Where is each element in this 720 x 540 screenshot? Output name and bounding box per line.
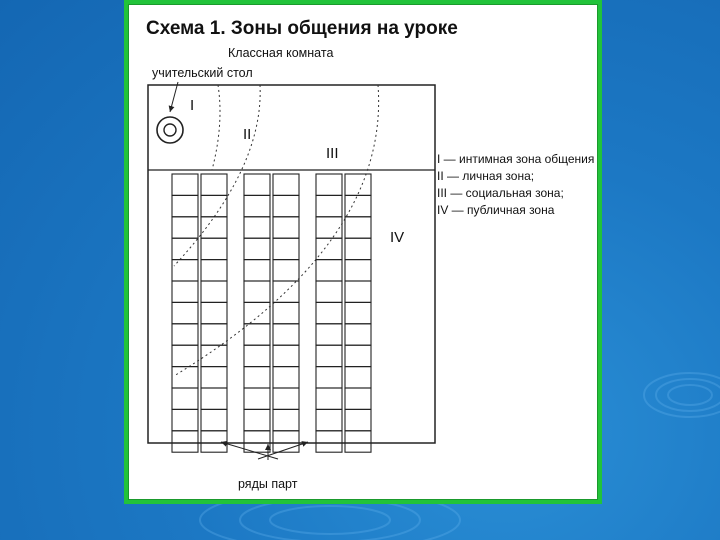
desk-cell xyxy=(273,217,299,238)
desk-cell xyxy=(345,324,371,345)
zone-legend xyxy=(437,152,594,217)
room-label: Классная комната xyxy=(228,46,334,60)
desk-rows-arrow-right xyxy=(258,442,308,459)
desk-cell xyxy=(273,409,299,430)
desk-cell xyxy=(273,367,299,388)
slide-card xyxy=(124,0,602,504)
desk-cell xyxy=(201,302,227,323)
desk-cell xyxy=(345,217,371,238)
communication-zones-diagram xyxy=(128,4,598,500)
desk-cell xyxy=(316,238,342,259)
classroom-outline xyxy=(148,85,435,443)
desk-cell xyxy=(172,238,198,259)
desk-cell xyxy=(244,388,270,409)
desk-cell xyxy=(172,195,198,216)
desk-cell xyxy=(201,431,227,452)
desk-cell xyxy=(345,388,371,409)
desk-cell xyxy=(273,174,299,195)
desk-cell xyxy=(172,324,198,345)
desk-cell xyxy=(345,367,371,388)
legend-item-ii: II — личная зона; xyxy=(437,169,535,183)
desk-cell xyxy=(244,367,270,388)
desk-rows-grid xyxy=(172,174,371,452)
desk-cell xyxy=(273,302,299,323)
desk-cell xyxy=(273,260,299,281)
legend-item-iv: IV — публичная зона xyxy=(437,203,555,217)
desk-cell xyxy=(172,217,198,238)
desk-cell xyxy=(316,345,342,366)
desk-cell xyxy=(316,195,342,216)
desk-cell xyxy=(201,409,227,430)
desk-cell xyxy=(273,238,299,259)
legend-item-iii: III — социальная зона; xyxy=(437,186,564,200)
desk-rows-label: ряды парт xyxy=(238,477,298,491)
desk-cell xyxy=(345,281,371,302)
zone-label-iii: III xyxy=(326,145,339,162)
diagram-title: Схема 1. Зоны общения на уроке xyxy=(146,18,458,39)
desk-cell xyxy=(201,174,227,195)
desk-cell xyxy=(244,174,270,195)
desk-cell xyxy=(244,324,270,345)
desk-cell xyxy=(273,281,299,302)
desk-cell xyxy=(345,431,371,452)
desk-cell xyxy=(244,281,270,302)
desk-cell xyxy=(201,281,227,302)
desk-cell xyxy=(201,238,227,259)
desk-cell xyxy=(316,174,342,195)
desk-cell xyxy=(316,281,342,302)
zone-label-ii: II xyxy=(243,126,252,143)
desk-cell xyxy=(273,388,299,409)
teacher-desk-arrow xyxy=(170,82,178,112)
zone-label-i: I xyxy=(190,97,195,114)
desk-cell xyxy=(201,260,227,281)
desk-cell xyxy=(172,281,198,302)
desk-cell xyxy=(316,367,342,388)
desk-cell xyxy=(244,238,270,259)
desk-cell xyxy=(273,195,299,216)
desk-cell xyxy=(244,409,270,430)
desk-cell xyxy=(201,324,227,345)
desk-cell xyxy=(201,195,227,216)
desk-cell xyxy=(345,174,371,195)
desk-cell xyxy=(316,302,342,323)
desk-cell xyxy=(172,388,198,409)
desk-cell xyxy=(345,409,371,430)
desk-cell xyxy=(316,431,342,452)
desk-cell xyxy=(244,217,270,238)
desk-cell xyxy=(345,302,371,323)
desk-cell xyxy=(244,195,270,216)
desk-cell xyxy=(172,431,198,452)
desk-cell xyxy=(201,217,227,238)
desk-cell xyxy=(172,409,198,430)
desk-cell xyxy=(345,195,371,216)
desk-cell xyxy=(316,324,342,345)
desk-cell xyxy=(172,302,198,323)
desk-cell xyxy=(316,409,342,430)
desk-cell xyxy=(345,260,371,281)
desk-cell xyxy=(345,238,371,259)
desk-cell xyxy=(172,174,198,195)
zone-boundaries xyxy=(174,85,379,376)
desk-cell xyxy=(244,260,270,281)
desk-cell xyxy=(316,217,342,238)
teacher-desk-label: учительский стол xyxy=(152,66,253,80)
desk-cell xyxy=(316,388,342,409)
desk-cell xyxy=(201,345,227,366)
desk-cell xyxy=(273,324,299,345)
zone-label-iv: IV xyxy=(390,229,405,246)
desk-cell xyxy=(244,302,270,323)
desk-cell xyxy=(273,345,299,366)
desk-cell xyxy=(345,345,371,366)
desk-cell xyxy=(244,431,270,452)
teacher-desk-icon xyxy=(157,117,183,143)
desk-cell xyxy=(201,388,227,409)
desk-cell xyxy=(244,345,270,366)
desk-cell xyxy=(201,367,227,388)
desk-cell xyxy=(316,260,342,281)
legend-item-i: I — интимная зона общения xyxy=(437,152,595,166)
desk-cell xyxy=(172,260,198,281)
desk-cell xyxy=(172,367,198,388)
